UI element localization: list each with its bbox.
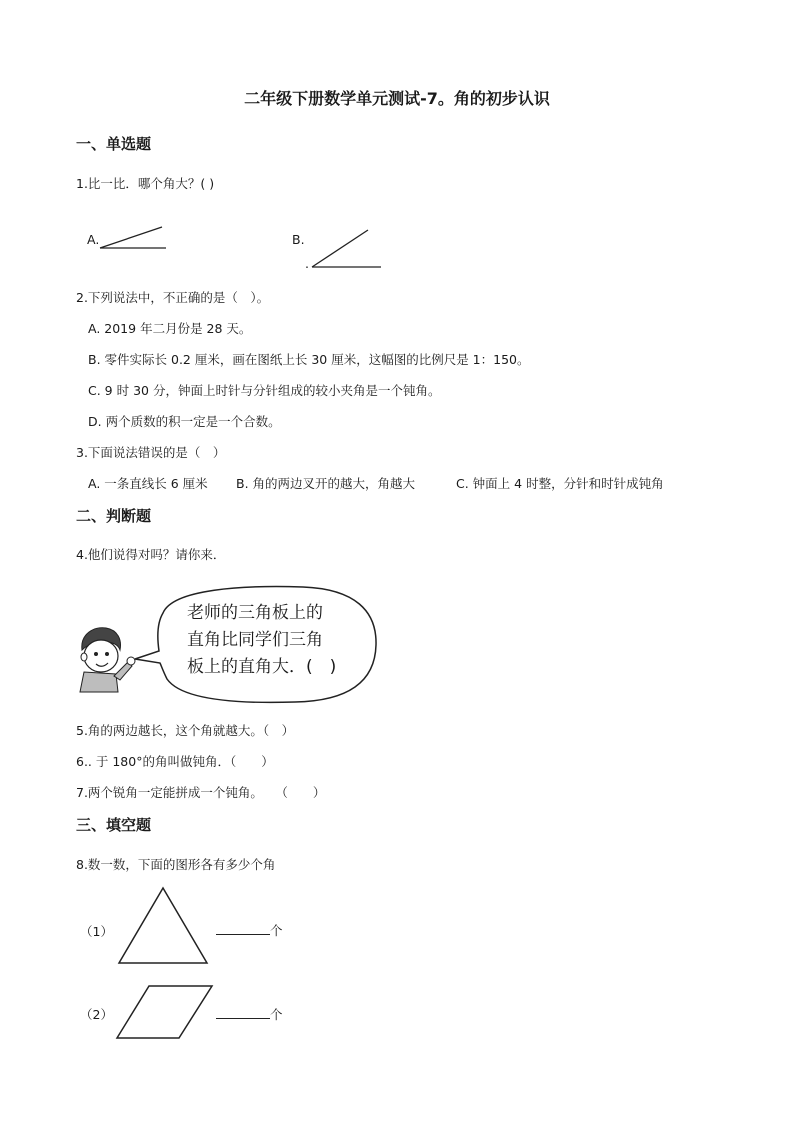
q8-item-1-label: （1）: [80, 924, 113, 939]
q8-item-1-unit: 个: [270, 923, 283, 938]
question-1-stem: 1.比一比．哪个角大？( ): [76, 176, 215, 191]
page-title: 二年级下册数学单元测试-7。角的初步认识: [244, 89, 550, 108]
question-8-stem: 8.数一数，下面的图形各有多少个角: [76, 857, 276, 872]
triangle-figure: [118, 886, 210, 966]
bubble-line-2: 直角比同学们三角: [187, 630, 323, 650]
q8-item-2-unit: 个: [270, 1007, 283, 1022]
section-heading-fill-blank: 三、填空题: [76, 816, 152, 834]
q3-option-a: A. 一条直线长 6 厘米: [88, 476, 208, 491]
q8-item-1-answer: [216, 921, 283, 939]
question-6: 6.. 于 180°的角叫做钝角．（ ）: [76, 754, 274, 769]
bubble-line-1: 老师的三角板上的: [187, 603, 323, 623]
q2-option-c: C. 9 时 30 分，钟面上时针与分针组成的较小夹角是一个钝角。: [88, 383, 441, 398]
q1-angle-b-figure: [312, 228, 384, 270]
section-heading-single-choice: 一、单选题: [76, 135, 152, 153]
question-7: 7.两个锐角一定能拼成一个钝角。 （ ）: [76, 785, 326, 800]
q2-option-a: A. 2019 年二月份是 28 天。: [88, 321, 252, 336]
q8-item-2-label: （2）: [80, 1007, 113, 1022]
q1-dot: .: [305, 256, 309, 271]
q8-item-1-blank[interactable]: [216, 922, 270, 935]
question-2-stem: 2.下列说法中，不正确的是（ ）。: [76, 290, 270, 305]
bubble-line-3: 板上的直角大．( ): [187, 657, 337, 677]
q2-option-d: D. 两个质数的积一定是一个合数。: [88, 414, 281, 429]
question-3-stem: 3.下面说法错误的是（ ）: [76, 445, 226, 460]
question-5: 5.角的两边越长，这个角就越大。（ ）: [76, 723, 295, 738]
parallelogram-figure: [115, 983, 215, 1041]
q1-angle-a-figure: [100, 224, 170, 252]
question-4-stem: 4.他们说得对吗？请你来．: [76, 547, 226, 562]
section-heading-true-false: 二、判断题: [76, 507, 152, 525]
q3-option-c: C. 钟面上 4 时整，分针和时针成钝角: [456, 476, 664, 491]
q8-item-2-answer: [216, 1005, 283, 1023]
q3-option-b: B. 角的两边叉开的越大，角越大: [236, 476, 416, 491]
q2-option-b: B. 零件实际长 0.2 厘米，画在图纸上长 30 厘米，这幅图的比例尺是 1：150。: [88, 352, 530, 367]
q1-option-a-label: A.: [87, 232, 100, 247]
q1-option-b-label: B.: [292, 232, 305, 247]
q8-item-2-blank[interactable]: [216, 1006, 270, 1019]
